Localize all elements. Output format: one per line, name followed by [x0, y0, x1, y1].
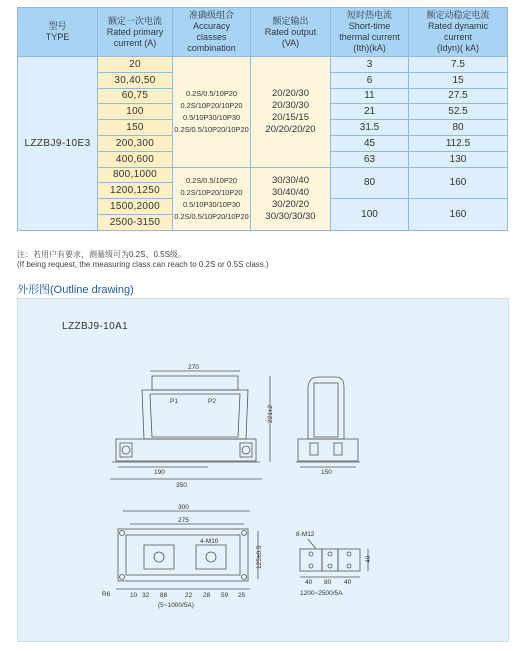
dynamic-cell: 160 — [409, 167, 508, 199]
plan-view — [102, 504, 263, 609]
thermal-cell: 3 — [331, 57, 409, 73]
header-accuracy: 准确级组合 Accuracy classes combination — [173, 8, 251, 57]
dim-m12-b2: 80 — [324, 579, 332, 586]
terminal-spec: 4-M10 — [200, 538, 219, 545]
current-cell: 400,600 — [98, 151, 173, 167]
thermal-cell: 6 — [331, 72, 409, 88]
accuracy-group-2: 0.2S/0.5/10P20 0.2S/10P20/10P20 0.5/10P30/10P30 0.2S/0.5/10P20/10P20 — [173, 167, 251, 230]
dim-base-left: 190 — [154, 469, 165, 476]
current-cell: 60,75 — [98, 88, 173, 104]
dim-plan-inner: 275 — [178, 517, 189, 524]
header-primary-current: 额定一次电流 Rated primary current (A) — [98, 8, 173, 57]
drawing-model: LZZBJ9-10A1 — [62, 321, 129, 332]
current-cell: 200,300 — [98, 135, 173, 151]
leader-line — [308, 539, 316, 549]
outline-drawing-panel — [17, 298, 509, 642]
side-inner — [314, 383, 338, 437]
dynamic-cell: 52.5 — [409, 104, 508, 120]
dim-m12-h: 40 — [365, 555, 372, 563]
dynamic-cell: 80 — [409, 120, 508, 136]
spec-table — [17, 7, 508, 231]
current-cell: 30,40,50 — [98, 72, 173, 88]
range-label-1: (5~1000/5A) — [158, 602, 194, 609]
note-cn: 注：若用户有要求，测量级可为0.2S、0.5S级。 — [17, 250, 186, 259]
dim-plan-b6: 59 — [221, 592, 229, 599]
thermal-cell: 31.5 — [331, 120, 409, 136]
header-rated-output: 额定输出 Rated output (VA) — [251, 8, 331, 57]
terminal-bolt-icon — [242, 446, 250, 454]
top-cap — [152, 376, 238, 390]
bolt-spec: 8-M12 — [296, 531, 315, 538]
terminal-icon — [154, 552, 164, 562]
current-cell: 150 — [98, 120, 173, 136]
thermal-cell: 45 — [331, 135, 409, 151]
terminal-icon — [206, 552, 216, 562]
section-title: 外形图(Outline drawing) — [17, 284, 134, 296]
table-row — [18, 57, 508, 73]
current-cell: 800,1000 — [98, 167, 173, 183]
dim-plan-outer: 300 — [178, 504, 189, 511]
label-p1: P1 — [170, 398, 178, 405]
body-inner — [150, 394, 240, 437]
dim-base-total: 350 — [176, 482, 187, 489]
terminal-plate-left — [144, 545, 174, 569]
header-type: 型号 TYPE — [18, 8, 98, 57]
dynamic-cell: 15 — [409, 72, 508, 88]
plan-outline — [118, 529, 248, 581]
dynamic-cell: 160 — [409, 199, 508, 231]
dim-plan-b7: 25 — [238, 592, 246, 599]
table-note — [17, 250, 269, 270]
range-label-2: 1200~2500/5A — [300, 590, 343, 597]
current-cell: 2500-3150 — [98, 214, 173, 230]
accuracy-group-1: 0.2S/0.5/10P20 0.2S/10P20/10P20 0.5/10P30/10P30 0.2S/0.5/10P20/10P20 — [173, 57, 251, 168]
dim-plan-height: 125±0.5 — [256, 545, 263, 569]
table-header-row — [18, 8, 508, 57]
dynamic-cell: 130 — [409, 151, 508, 167]
dim-side-base: 150 — [321, 469, 332, 476]
terminal-plate-right — [196, 545, 226, 569]
bolt-hole-icon — [309, 552, 313, 556]
terminal-detail-view — [296, 531, 372, 597]
current-cell: 1200,1250 — [98, 183, 173, 199]
mount-hole-icon — [120, 575, 125, 580]
mount-hole-icon — [120, 531, 125, 536]
dim-m12-b3: 40 — [344, 579, 352, 586]
label-p2: P2 — [208, 398, 216, 405]
body-outline — [142, 390, 248, 439]
thermal-cell: 11 — [331, 88, 409, 104]
dim-plan-b1: 10 — [130, 592, 138, 599]
header-thermal: 短时热电流 Short-time thermal current (Ith)(kA) — [331, 8, 409, 57]
terminal-bolt-icon — [122, 446, 130, 454]
dynamic-cell: 112.5 — [409, 135, 508, 151]
dim-height: 221±2 — [267, 404, 274, 423]
dynamic-cell: 7.5 — [409, 57, 508, 73]
bolt-hole-icon — [328, 564, 332, 568]
side-view — [296, 377, 360, 476]
dim-plan-b5: 28 — [203, 592, 211, 599]
header-dynamic: 额定动稳定电流 Rated dynamic current (Idyn)( kA) — [409, 8, 508, 57]
dynamic-cell: 27.5 — [409, 88, 508, 104]
thermal-cell: 100 — [331, 199, 409, 231]
dim-plan-b3: 88 — [160, 592, 168, 599]
type-cell: LZZBJ9-10E3 — [18, 57, 98, 231]
side-base — [298, 439, 358, 461]
side-terminal — [334, 443, 342, 455]
base-block — [116, 439, 256, 461]
side-body — [308, 377, 344, 439]
side-terminal — [310, 443, 318, 455]
bolt-hole-icon — [347, 564, 351, 568]
note-en: (If being request, the measuring class can reach to 0.2S or 0.5S class.) — [17, 260, 269, 269]
output-group-1: 20/20/30 20/30/30 20/15/15 20/20/20/20 — [251, 57, 331, 168]
outline-drawing — [18, 299, 508, 641]
dim-r6: R6 — [102, 591, 111, 598]
bolt-hole-icon — [347, 552, 351, 556]
current-cell: 100 — [98, 104, 173, 120]
thermal-cell: 80 — [331, 167, 409, 199]
dim-m12-b1: 40 — [305, 579, 313, 586]
mount-hole-icon — [242, 575, 247, 580]
bolt-hole-icon — [309, 564, 313, 568]
thermal-cell: 63 — [331, 151, 409, 167]
dim-top-width: 270 — [188, 364, 199, 371]
dim-plan-b4: 22 — [185, 592, 193, 599]
thermal-cell: 21 — [331, 104, 409, 120]
bolt-hole-icon — [328, 552, 332, 556]
front-view — [110, 364, 274, 489]
mount-hole-icon — [242, 531, 247, 536]
current-cell: 20 — [98, 57, 173, 73]
current-cell: 1500,2000 — [98, 199, 173, 215]
dim-plan-b2: 32 — [142, 592, 150, 599]
output-group-2: 30/30/40 30/40/40 30/20/20 30/30/30/30 — [251, 167, 331, 230]
